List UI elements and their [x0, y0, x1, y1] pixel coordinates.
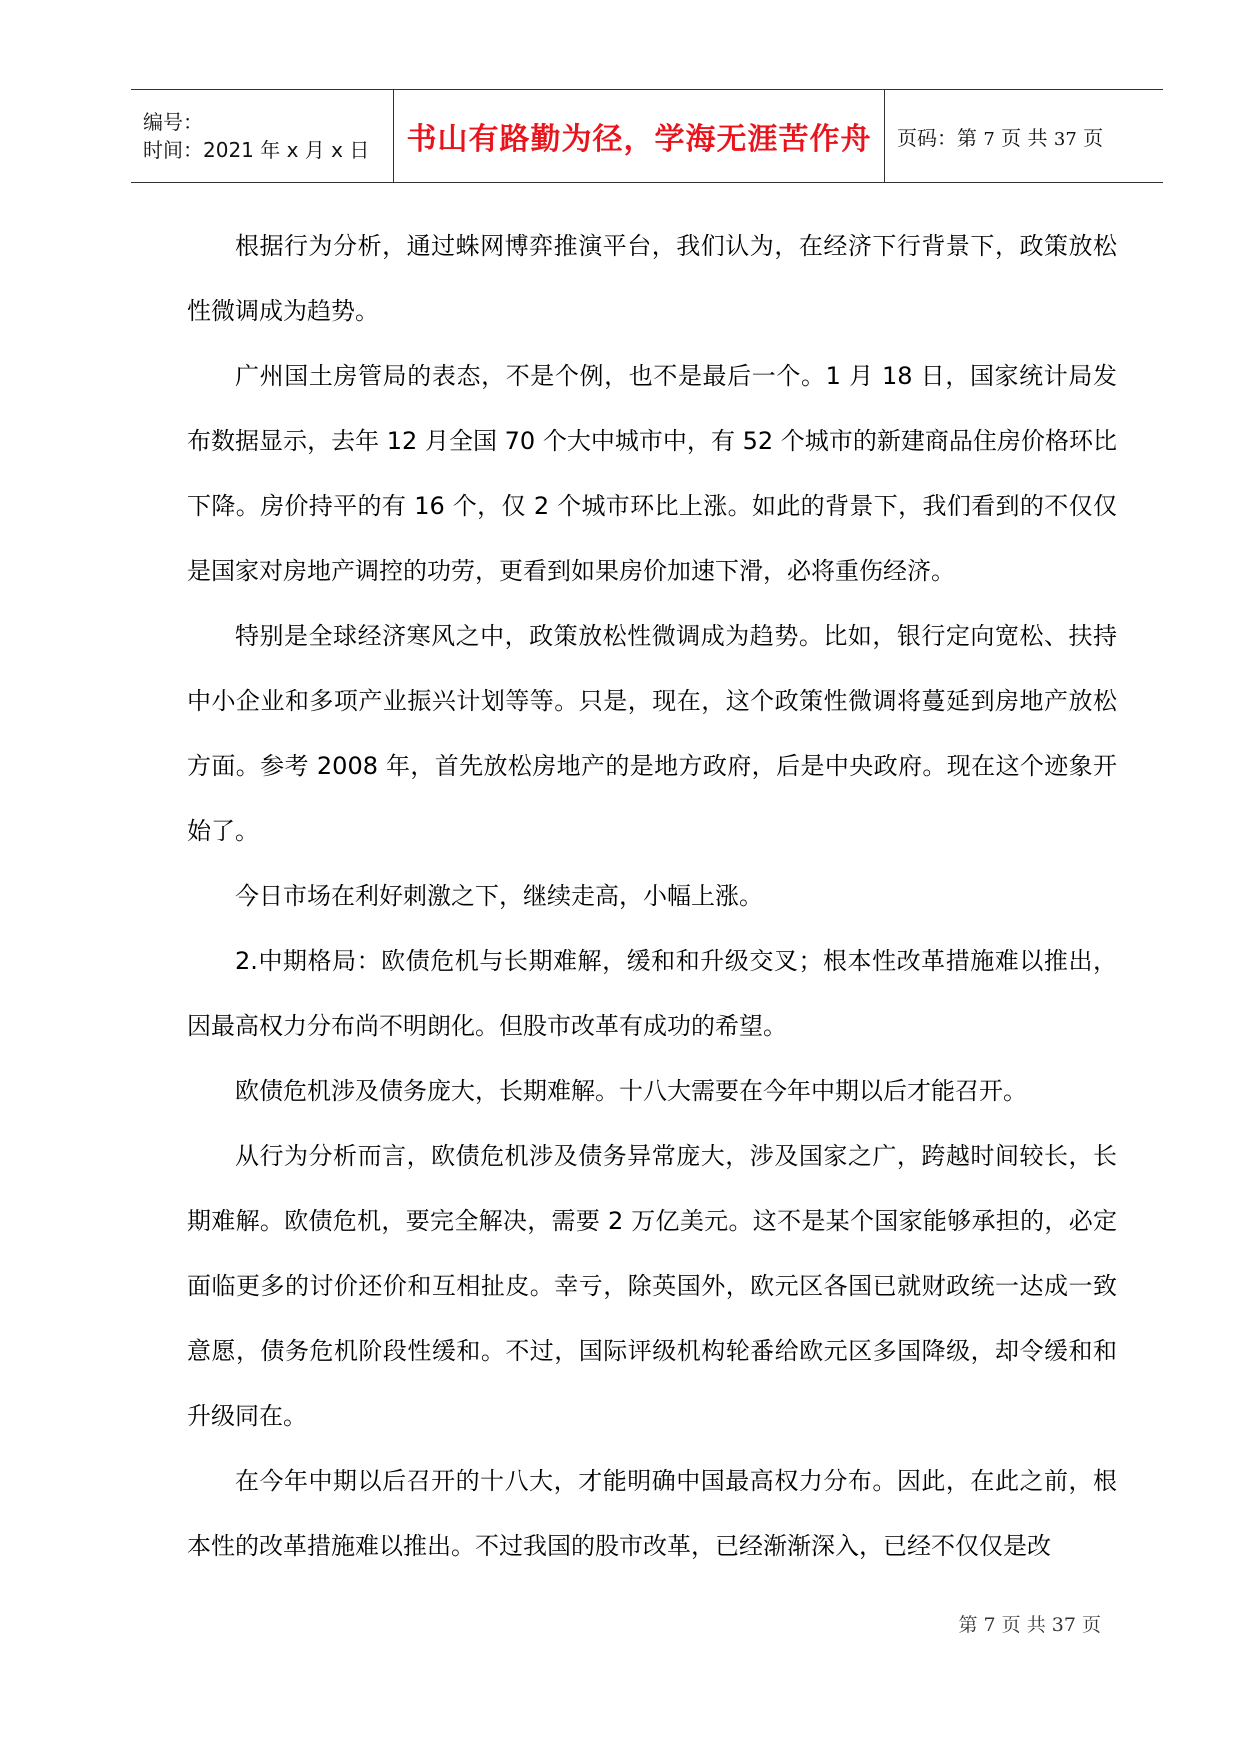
header-page-total: 37 — [1053, 128, 1077, 150]
document-body — [187, 214, 1117, 1579]
header-page-number: 7 — [983, 128, 995, 150]
paragraph: 在今年中期以后召开的十八大，才能明确中国最高权力分布。因此，在此之前，根本性的改革措施难以推出。不过我国的股市改革，已经渐渐深入，已经不仅仅是改 — [187, 1467, 1117, 1560]
paragraph: 欧债危机涉及债务庞大，长期难解。十八大需要在今年中期以后才能召开。 — [235, 1077, 1027, 1105]
page-footer — [958, 1610, 1101, 1637]
footer-mid: 页 共 — [1001, 1614, 1046, 1636]
paragraph: 从行为分析而言，欧债危机涉及债务异常庞大，涉及国家之广，跨越时间较长，长期难解。欧债危机，要完全解决，需要 2 万亿美元。这不是某个国家能够承担的，必定面临更多的讨价还价和互相扯皮。幸亏，除英国外，欧元区各国已就财政统一达成一致意愿，债务危机阶段性缓和。不过，国际评级机构轮番给欧元区多国降级，却令缓和和升级同在。 — [187, 1142, 1117, 1430]
doc-number-label: 编号： — [143, 110, 203, 134]
page-header — [131, 89, 1163, 183]
header-page-prefix: 页码：第 — [897, 125, 977, 150]
footer-suffix: 页 — [1081, 1614, 1101, 1636]
paragraph: 广州国土房管局的表态，不是个例，也不是最后一个。1 月 18 日，国家统计局发布数据显示，去年 12 月全国 70 个大中城市中，有 52 个城市的新建商品住房价格环比下降。房价持平的有 16 个，仅 2 个城市环比上涨。如此的背景下，我们看到的不仅仅是国家对房地产调控的功劳，更看到如果房价加速下滑，必将重伤经济。 — [187, 362, 1117, 585]
header-page-mid: 页 共 — [1001, 125, 1048, 150]
footer-page-total: 37 — [1051, 1614, 1076, 1636]
paragraph: 2.中期格局：欧债危机与长期难解，缓和和升级交叉；根本性改革措施难以推出，因最高权力分布尚不明朗化。但股市改革有成功的希望。 — [187, 947, 1117, 1040]
paragraph: 今日市场在利好刺激之下，继续走高，小幅上涨。 — [235, 882, 763, 910]
header-page-suffix: 页 — [1083, 125, 1104, 150]
paragraph: 特别是全球经济寒风之中，政策放松性微调成为趋势。比如，银行定向宽松、扶持中小企业和多项产业振兴计划等等。只是，现在，这个政策性微调将蔓延到房地产放松方面。参考 2008 年，首先放松房地产的是地方政府，后是中央政府。现在这个迹象开始了。 — [187, 622, 1117, 845]
footer-page-number: 7 — [983, 1614, 996, 1636]
doc-time-label: 时间：2021 年 x 月 x 日 — [143, 138, 370, 162]
header-page-info — [885, 90, 1164, 183]
footer-prefix: 第 — [958, 1614, 978, 1636]
paragraph: 根据行为分析，通过蛛网博弈推演平台，我们认为，在经济下行背景下，政策放松性微调成为趋势。 — [187, 232, 1117, 325]
header-meta — [131, 90, 394, 183]
header-motto: 书山有路勤为径，学海无涯苦作舟 — [394, 90, 885, 183]
